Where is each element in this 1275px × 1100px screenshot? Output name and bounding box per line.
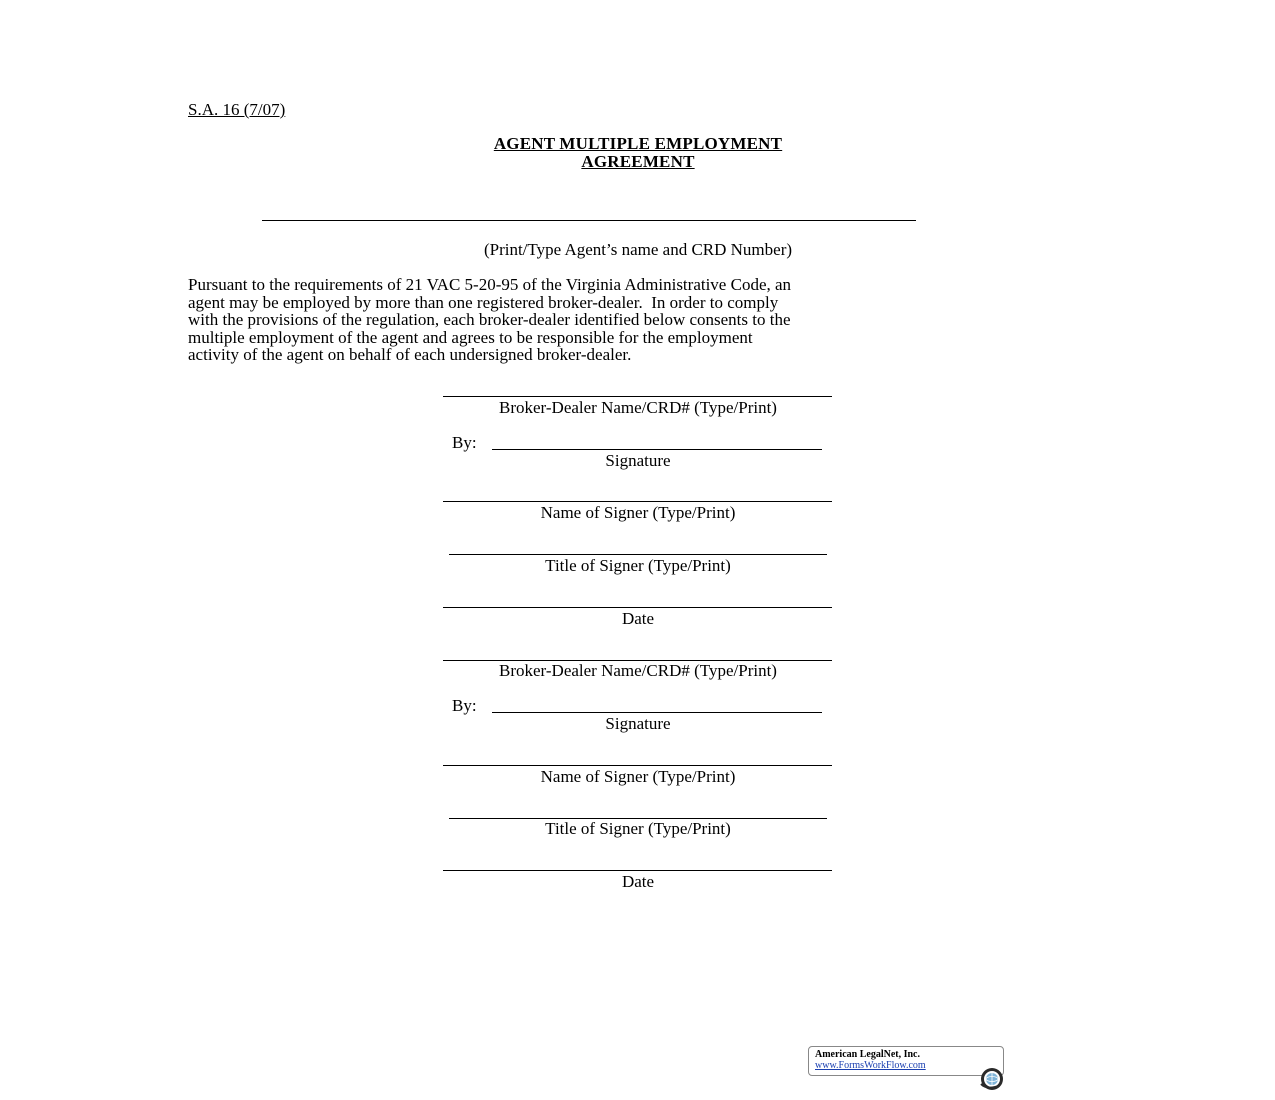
agreement-paragraph (188, 276, 1018, 364)
paragraph-line: with the provisions of the regulation, each broker-dealer identified below consents to the (188, 310, 791, 330)
signer-name-field[interactable] (443, 765, 832, 766)
paragraph-line: Pursuant to the requirements of 21 VAC 5-20-95 of the Virginia Administrative Code, an (188, 275, 792, 294)
date-field[interactable] (443, 607, 832, 608)
broker-dealer-caption: Broker-Dealer Name/CRD# (Type/Print) (499, 398, 777, 417)
signer-name-caption: Name of Signer (Type/Print) (540, 767, 736, 786)
globe-logo-icon (965, 1048, 1001, 1074)
agent-name-caption: (Print/Type Agent’s name and CRD Number) (483, 240, 793, 259)
signer-name-field[interactable] (443, 501, 832, 502)
date-caption: Date (621, 872, 655, 891)
by-label: By: (452, 433, 477, 452)
broker-dealer-field[interactable] (443, 396, 832, 397)
date-caption: Date (621, 609, 655, 628)
signature-field[interactable] (492, 449, 822, 450)
footer-company: American LegalNet, Inc. (815, 1049, 920, 1060)
signer-title-caption: Title of Signer (Type/Print) (545, 556, 731, 575)
by-label: By: (452, 696, 477, 715)
signer-name-caption: Name of Signer (Type/Print) (540, 503, 736, 522)
footer-url-link[interactable]: www.FormsWorkFlow.com (815, 1060, 926, 1071)
paragraph-line: multiple employment of the agent and agrees to be responsible for the employment (188, 327, 753, 347)
form-id: S.A. 16 (7/07) (188, 100, 286, 119)
date-field[interactable] (443, 870, 832, 871)
signature-field[interactable] (492, 712, 822, 713)
signature-caption: Signature (605, 451, 671, 470)
signer-title-field[interactable] (449, 554, 827, 555)
broker-dealer-caption: Broker-Dealer Name/CRD# (Type/Print) (499, 661, 777, 680)
document-title-line-1: AGENT MULTIPLE EMPLOYMENT (493, 134, 783, 153)
agent-name-field[interactable] (262, 204, 916, 221)
signature-caption: Signature (605, 714, 671, 733)
signer-title-caption: Title of Signer (Type/Print) (545, 819, 731, 838)
paragraph-line: activity of the agent on behalf of each undersigned broker-dealer. (188, 345, 632, 365)
document-title-line-2: AGREEMENT (581, 152, 695, 171)
paragraph-line: agent may be employed by more than one registered broker-dealer. In order to comply (188, 292, 779, 312)
